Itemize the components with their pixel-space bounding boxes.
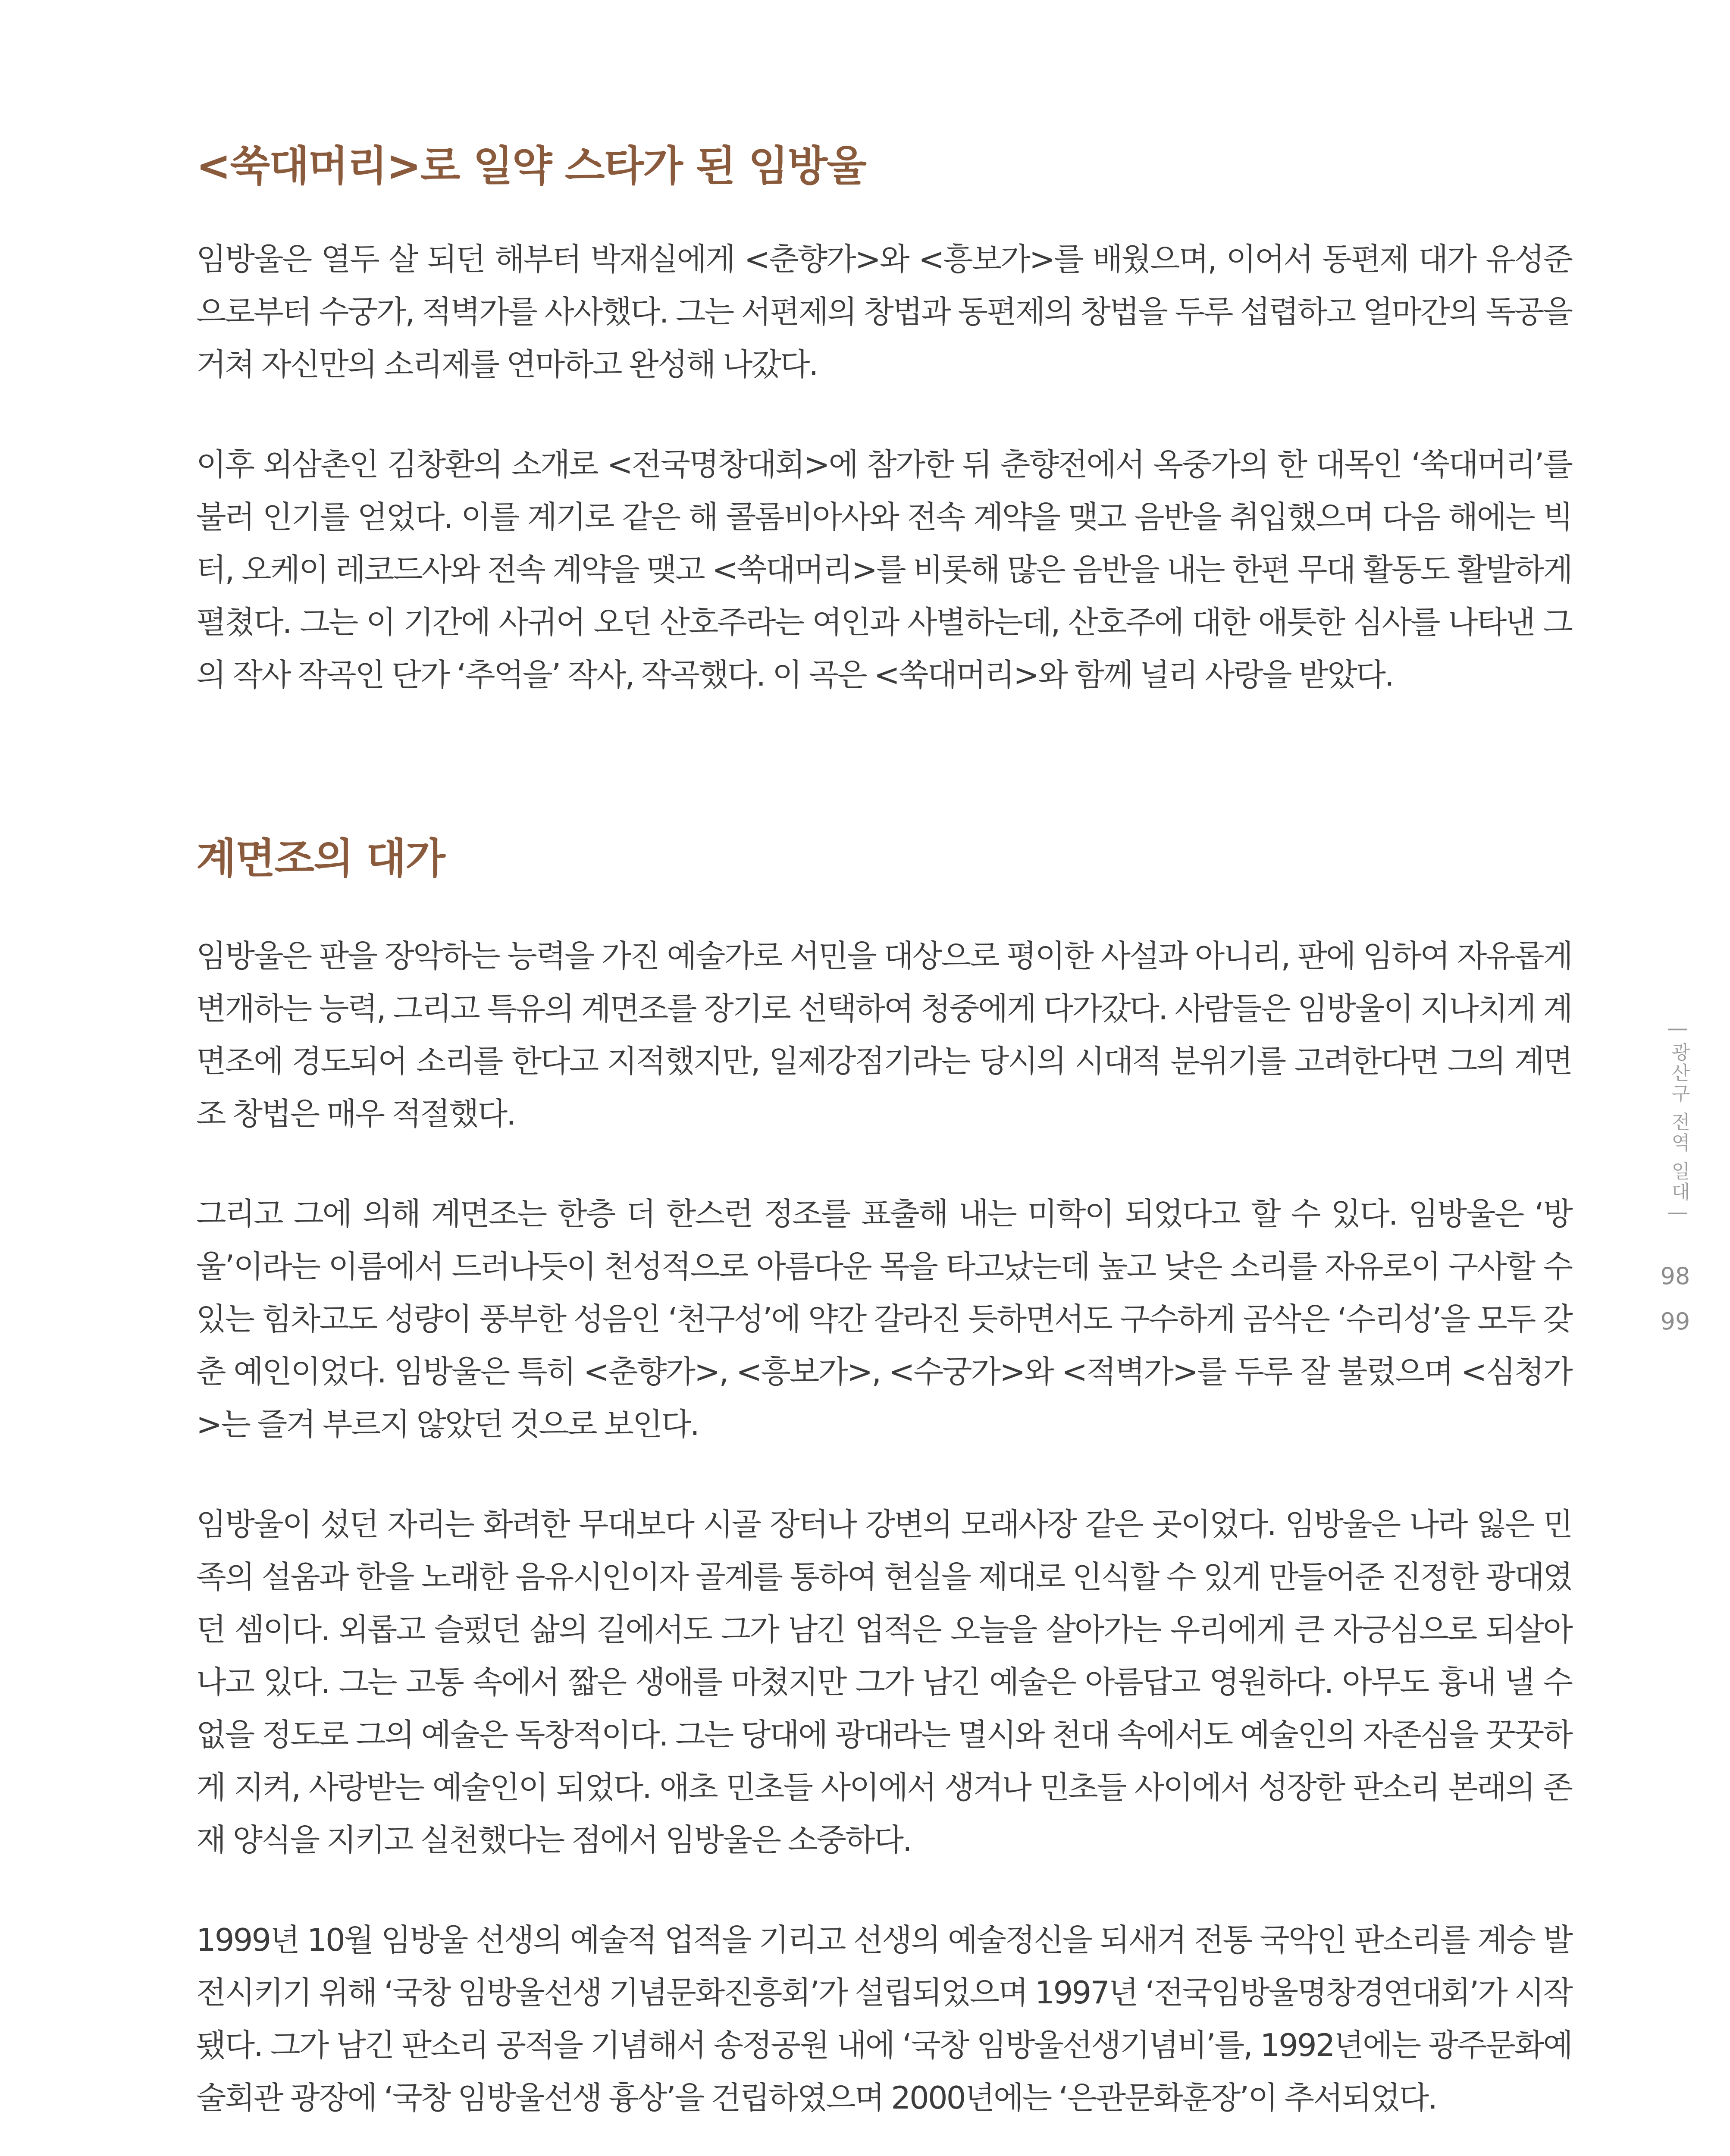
main-content — [196, 138, 1572, 2156]
paragraph: 그리고 그에 의해 계면조는 한층 더 한스런 정조를 표출해 내는 미학이 되었다고 할 수 있다. 임방울은 ‘방울’이라는 이름에서 드러나듯이 천성적으로 아름다운 목을 타고났는데 높고 낮은 소리를 자유로이 구사할 수 있는 힘차고도 성량이 풍부한 성음인 ‘천구성’에 약간 갈라진 듯하면서도 구수하게 곰삭은 ‘수리성’을 모두 갖춘 예인이었다. 임방울은 특히 <춘향가>, <흥보가>, <수궁가>와 <적벽가>를 두루 잘 불렀으며 <심청가>는 즐겨 부르지 않았던 것으로 보인다. — [196, 1196, 1572, 1442]
paragraph: 1999년 10월 임방울 선생의 예술적 업적을 기리고 선생의 예술정신을 되새겨 전통 국악인 판소리를 계승 발전시키기 위해 ‘국창 임방울선생 기념문화진흥회’가 설립되었으며 1997년 ‘전국임방울명창경연대회’가 시작됐다. 그가 남긴 판소리 공적을 기념해서 송정공원 내에 ‘국창 임방울선생기념비’를, 1992년에는 광주문화예술회관 광장에 ‘국창 임방울선생 흉상’을 건립하였으며 2000년에는 ‘은관문화훈장’이 추서되었다. — [196, 1922, 1572, 2116]
paragraph: 임방울은 판을 장악하는 능력을 가진 예술가로 서민을 대상으로 평이한 사설과 아니리, 판에 임하여 자유롭게 변개하는 능력, 그리고 특유의 계면조를 장기로 선택하여 청중에게 다가갔다. 사람들은 임방울이 지나치게 계면조에 경도되어 소리를 한다고 지적했지만, 일제강점기라는 당시의 시대적 분위기를 고려한다면 그의 계면조 창법은 매우 적절했다. — [196, 938, 1572, 1132]
paragraph: 이후 외삼촌인 김창환의 소개로 <전국명창대회>에 참가한 뒤 춘향전에서 옥중가의 한 대목인 ‘쑥대머리’를 불러 인기를 얻었다. 이를 계기로 같은 해 콜롬비아사와 전속 계약을 맺고 음반을 취입했으며 다음 해에는 빅터, 오케이 레코드사와 전속 계약을 맺고 <쑥대머리>를 비롯해 많은 음반을 내는 한편 무대 활동도 활발하게 펼쳤다. 그는 이 기간에 사귀어 오던 산호주라는 여인과 사별하는데, 산호주에 대한 애틋한 심사를 나타낸 그의 작사 작곡인 단가 ‘추억을’ 작사, 작곡했다. 이 곡은 <쑥대머리>와 함께 널리 사랑을 받았다. — [196, 446, 1572, 693]
paragraph: 임방울은 열두 살 되던 해부터 박재실에게 <춘향가>와 <흥보가>를 배웠으며, 이어서 동편제 대가 유성준으로부터 수궁가, 적벽가를 사사했다. 그는 서편제의 창법과 동편제의 창법을 두루 섭렵하고 얼마간의 독공을 거쳐 자신만의 소리제를 연마하고 완성해 나갔다. — [196, 241, 1572, 382]
section-side-label: | 광산구 전역 일대 | — [1668, 1026, 1690, 1219]
paragraph: 임방울이 섰던 자리는 화려한 무대보다 시골 장터나 강변의 모래사장 같은 곳이었다. 임방울은 나라 잃은 민족의 설움과 한을 노래한 음유시인이자 골계를 통하여 현실을 제대로 인식할 수 있게 만들어준 진정한 광대였던 셈이다. 외롭고 슬펐던 삶의 길에서도 그가 남긴 업적은 오늘을 살아가는 우리에게 큰 자긍심으로 되살아나고 있다. 그는 고통 속에서 짧은 생애를 마쳤지만 그가 남긴 예술은 아름답고 영원하다. 아무도 흉내 낼 수 없을 정도로 그의 예술은 독창적이다. 그는 당대에 광대라는 멸시와 천대 속에서도 예술인의 자존심을 꿋꿋하게 지켜, 사랑받는 예술인이 되었다. 애초 민초들 사이에서 생겨나 민초들 사이에서 성장한 판소리 본래의 존재 양식을 지키고 실천했다는 점에서 임방울은 소중하다. — [196, 1506, 1572, 1858]
page-number-left: 98 — [1660, 1263, 1690, 1290]
section-heading-2: 계면조의 대가 — [196, 834, 445, 883]
page-number-right: 99 — [1660, 1308, 1690, 1335]
section-heading-1: <쑥대머리>로 일약 스타가 된 임방울 — [196, 142, 866, 190]
